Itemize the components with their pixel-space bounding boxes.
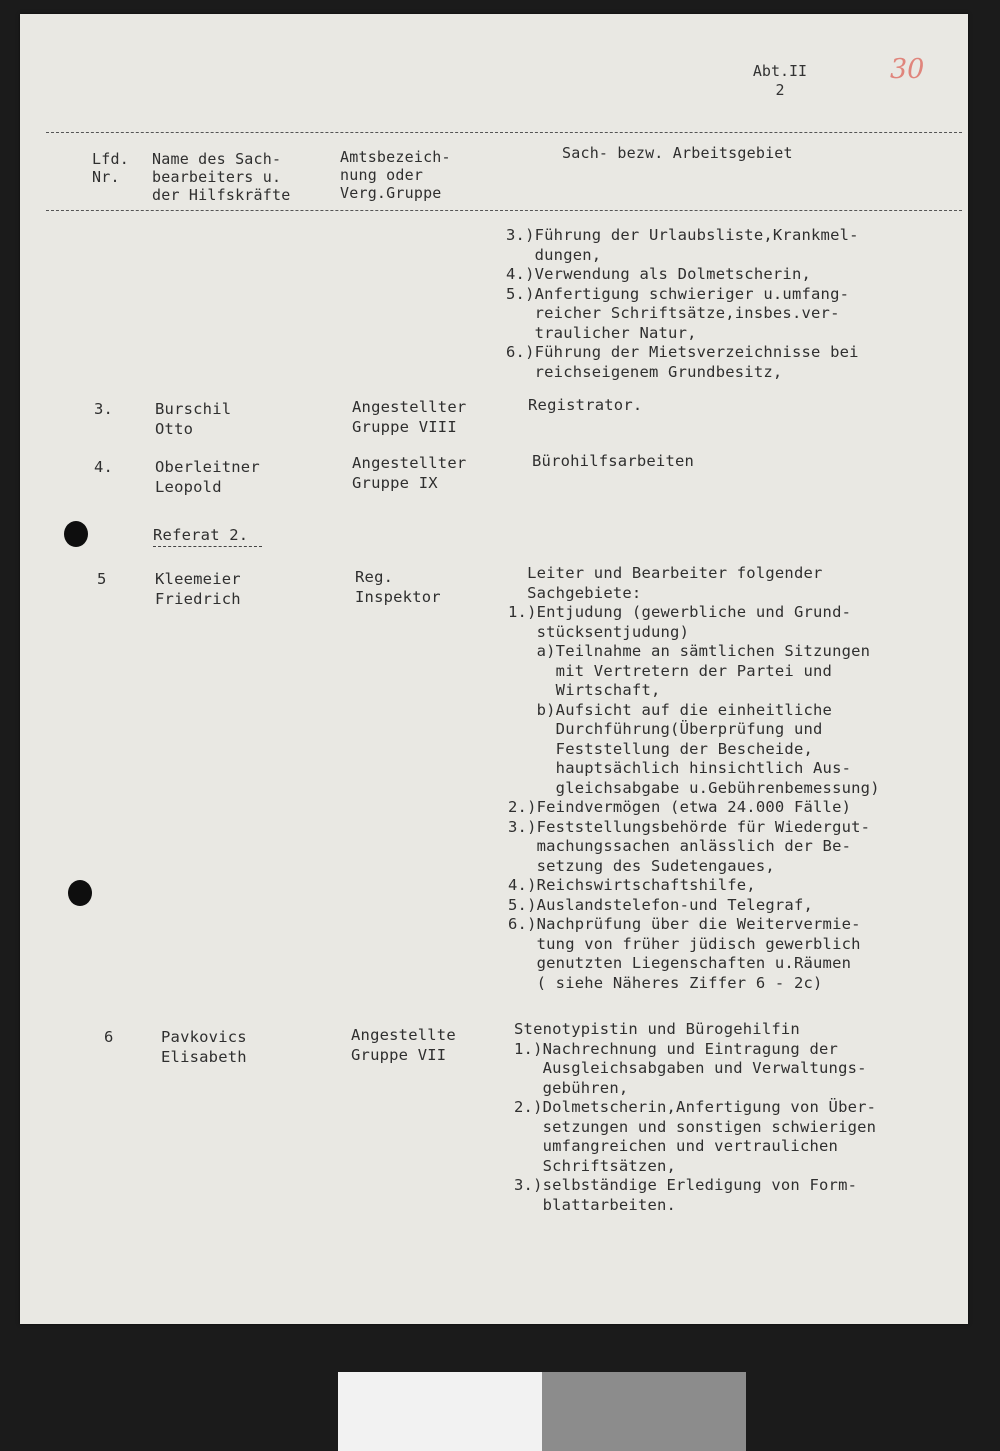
folio-number: 30 [890,54,925,85]
header-rule-bottom [46,210,962,211]
page-number: 2 [775,81,785,99]
row-area: Bürohilfsarbeiten [532,452,695,470]
row-nr: 4. [94,458,114,476]
department-ref: Abt.II [752,62,808,80]
row-nr: 5 [97,570,107,588]
column-header-name: Name des Sach- bearbeiters u. der Hilfskräfte [152,150,291,204]
row-title: Reg. Inspektor [355,568,441,606]
continuation-duties: 3.)Führung der Urlaubsliste,Krankmel- dungen, 4.)Verwendung als Dolmetscherin, 5.)Anfertigung schwieriger u.umfang- reicher Schriftsätze,insbes.ver- traulicher Natur, 6.)Führung der Mietsverzeichnisse bei reichseigenem Grundbesitz, [506,226,859,381]
punch-hole-upper [64,521,88,547]
row-nr: 6 [104,1028,114,1046]
reference-block [720,62,840,100]
row-area: Stenotypistin und Bürogehilfin 1.)Nachrechnung und Eintragung der Ausgleichsabgaben und Verwaltungs- gebühren, 2.)Dolmetscherin,Anfertigung von Über- setzungen und sonstigen schwierigen umfangreichen und vertraulichen Schriftsätzen, 3.)selbständige Erledigung von Form- blattarbeiten. [514,1020,877,1214]
row-title: Angestellter Gruppe IX [352,454,467,492]
row-area: Registrator. [528,396,643,414]
column-header-nr: Lfd. Nr. [92,150,129,186]
calibration-grey-patch [542,1372,746,1451]
row-area: Leiter und Bearbeiter folgender Sachgebiete: 1.)Entjudung (gewerbliche und Grund- stücksentjudung) a)Teilnahme an sämtlichen Sitzungen mit Vertretern der Partei und Wirtschaft, b)Aufsicht auf die einheitliche Durchführung(Überprüfung und Feststellung der Bescheide, hauptsächlich hinsichtlich Aus- gleichsabgabe u.Gebührenbemessung) 2.)Feindvermögen (etwa 24.000 Fälle) 3.)Feststellungsbehörde für Wiedergut- machungssachen anlässlich der Be- setzung des Sudetengaues, 4.)Reichswirtschaftshilfe, 5.)Auslandstelefon-und Telegraf, 6.)Nachprüfung über die Weitervermie- tung von früher jüdisch gewerblich genutzten Liegenschaften u.Räumen ( siehe Näheres Ziffer 6 - 2c) [508,564,880,992]
header-rule-top [46,132,962,133]
row-name: Kleemeier Friedrich [155,570,241,608]
row-name: Burschil Otto [155,400,232,438]
row-title: Angestellte Gruppe VII [351,1026,456,1064]
row-nr: 3. [94,400,114,418]
column-header-area: Sach- bezw. Arbeitsgebiet [562,144,793,162]
document-page [20,14,968,1324]
section-heading: Referat 2. [153,526,262,547]
punch-hole-lower [68,880,92,906]
calibration-white-patch [338,1372,542,1451]
column-header-title: Amtsbezeich- nung oder Verg.Gruppe [340,148,451,202]
row-name: Oberleitner Leopold [155,458,260,496]
row-name: Pavkovics Elisabeth [161,1028,247,1066]
row-title: Angestellter Gruppe VIII [352,398,467,436]
